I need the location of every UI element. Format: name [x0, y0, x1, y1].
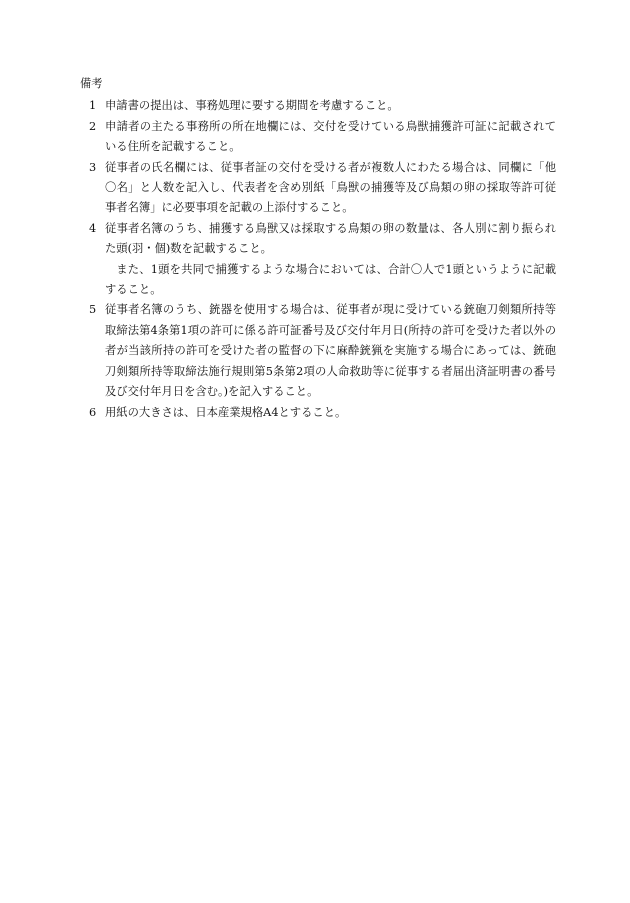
remark-item-3	[80, 158, 556, 219]
remark-text: 申請者の主たる事務所の所在地欄には、交付を受けている鳥獣捕獲許可証に記載されている住所を記載すること。	[105, 119, 556, 154]
remarks-heading: 備考	[80, 77, 103, 90]
remarks-list	[80, 96, 556, 423]
remark-number: 6	[89, 405, 97, 419]
remark-item-5	[80, 300, 556, 402]
remark-item-1	[80, 96, 556, 116]
remark-text: 用紙の大きさは、日本産業規格A4とすること。	[105, 405, 347, 419]
remark-text: 申請書の提出は、事務処理に要する期間を考慮すること。	[105, 99, 399, 113]
remark-text: 従事者名簿のうち、銃器を使用する場合は、従事者が現に受けている銃砲刀剣類所持等取締法第4条第1項の許可に係る許可証番号及び交付年月日(所持の許可を受けた者以外の者が当該所持の許可を受けた者の監督の下に麻酔銃猟を実施する場合にあっては、銃砲刀剣類所持等取締法施行規則第5条第2項の人命救助等に従事する者届出済証明書の番号及び交付年月日を含む。)を記入すること。	[105, 303, 556, 399]
remark-subtext: また、1頭を共同で捕獲するような場合においては、合計〇人で1頭というように記載すること。	[105, 262, 556, 297]
remark-number: 3	[89, 160, 97, 174]
remark-number: 1	[89, 99, 97, 113]
remark-number: 4	[89, 221, 97, 235]
remarks-section	[80, 74, 556, 423]
remark-number: 2	[89, 119, 97, 133]
remark-item-2	[80, 117, 556, 158]
remark-item-6	[80, 403, 556, 423]
remark-number: 5	[89, 303, 97, 317]
remark-item-4	[80, 219, 556, 301]
remark-text: 従事者名簿のうち、捕獲する鳥獣又は採取する鳥類の卵の数量は、各人別に割り振られた頭(羽・個)数を記載すること。	[105, 221, 556, 256]
remark-text: 従事者の氏名欄には、従事者証の交付を受ける者が複数人にわたる場合は、同欄に「他〇名」と人数を記入し、代表者を含め別紙「鳥獣の捕獲等及び鳥類の卵の採取等許可従事者名簿」に必要事項を記載の上添付すること。	[105, 160, 556, 215]
